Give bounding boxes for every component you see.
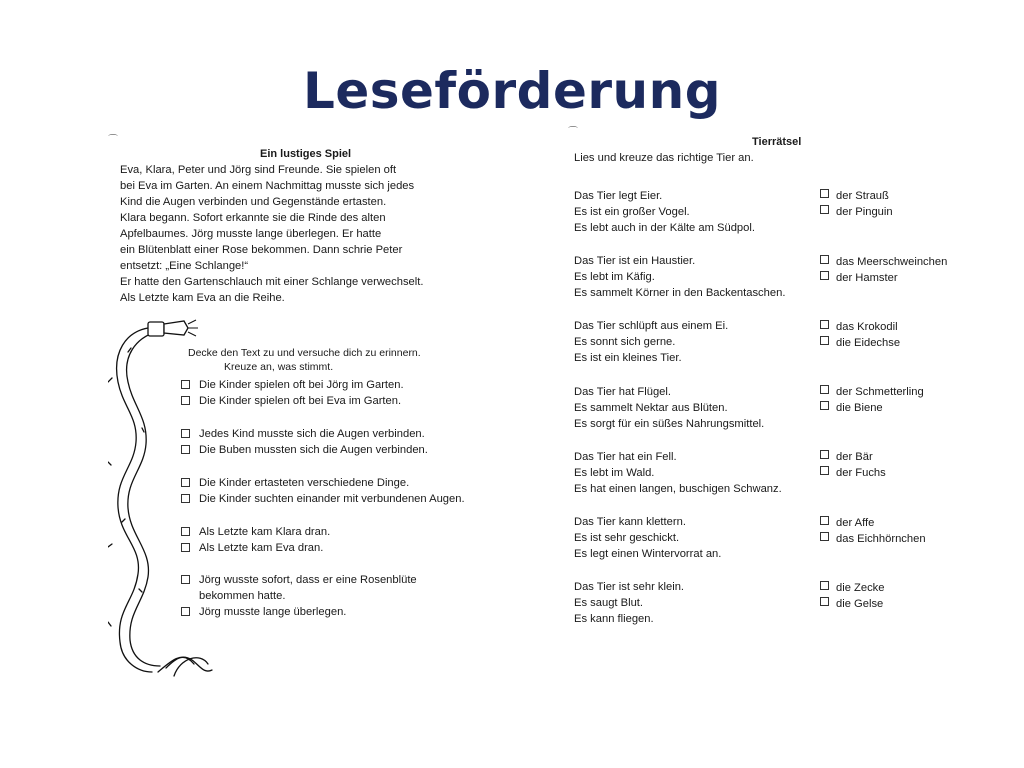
- riddle-clue: Das Tier ist sehr klein.: [574, 581, 685, 593]
- riddle-clue: Es hat einen langen, buschigen Schwanz.: [574, 483, 782, 495]
- animal-option: die Eidechse: [836, 337, 901, 349]
- answer-checkbox[interactable]: [820, 271, 829, 280]
- riddle-clue: Das Tier schlüpft aus einem Ei.: [574, 320, 729, 332]
- story-line: bei Eva im Garten. An einem Nachmittag musste sich jedes: [120, 180, 415, 192]
- animal-option: das Krokodil: [836, 321, 898, 333]
- riddle-clue: Es lebt im Wald.: [574, 467, 655, 479]
- story-line: Als Letzte kam Eva an die Reihe.: [120, 292, 285, 304]
- answer-checkbox[interactable]: [820, 189, 829, 198]
- instruction-line: Kreuze an, was stimmt.: [224, 361, 334, 373]
- worksheet-title: Ein lustiges Spiel: [260, 148, 352, 160]
- statement-line: Die Kinder ertasteten verschiedene Dinge.: [199, 477, 410, 489]
- answer-checkbox[interactable]: [820, 255, 829, 264]
- answer-checkbox[interactable]: [820, 320, 829, 329]
- answer-checkbox[interactable]: [820, 532, 829, 541]
- animal-option: das Eichhörnchen: [836, 533, 926, 545]
- animal-option: die Zecke: [836, 582, 885, 594]
- riddle-clue: Es saugt Blut.: [574, 597, 644, 609]
- riddle-clue: Es sammelt Nektar aus Blüten.: [574, 402, 728, 414]
- riddle-clue: Es kann fliegen.: [574, 613, 654, 625]
- answer-checkbox[interactable]: [820, 466, 829, 475]
- animal-option: die Gelse: [836, 598, 884, 610]
- worksheet-ein-lustiges-spiel: [108, 132, 488, 677]
- answer-checkbox[interactable]: [820, 450, 829, 459]
- riddle-clue: Es sammelt Körner in den Backentaschen.: [574, 287, 786, 299]
- answer-checkbox[interactable]: [820, 205, 829, 214]
- statement-line: bekommen hatte.: [199, 590, 286, 602]
- statement-line: Die Kinder spielen oft bei Eva im Garten.: [199, 395, 402, 407]
- story-line: Er hatte den Gartenschlauch mit einer Schlange verwechselt.: [120, 276, 424, 288]
- statement-line: Jörg musste lange überlegen.: [199, 606, 347, 618]
- answer-checkbox[interactable]: [820, 385, 829, 394]
- answer-checkbox[interactable]: [820, 401, 829, 410]
- garden-hose-illustration: [108, 312, 213, 677]
- animal-option: der Affe: [836, 517, 875, 529]
- statement-line: Die Kinder suchten einander mit verbundenen Augen.: [199, 493, 465, 505]
- scan-mark: ⌒: [108, 135, 118, 146]
- statement-line: Jörg wusste sofort, dass er eine Rosenblüte: [199, 574, 417, 586]
- statement-line: Als Letzte kam Eva dran.: [199, 542, 324, 554]
- animal-option: der Bär: [836, 451, 873, 463]
- riddle-clue: Es ist sehr geschickt.: [574, 532, 680, 544]
- riddle-clue: Das Tier legt Eier.: [574, 190, 663, 202]
- answer-checkbox[interactable]: [820, 597, 829, 606]
- answer-checkbox[interactable]: [820, 336, 829, 345]
- slide-title: Leseförderung: [302, 62, 722, 120]
- riddle-clue: Das Tier hat Flügel.: [574, 386, 671, 398]
- animal-option: der Strauß: [836, 190, 889, 202]
- story-line: Eva, Klara, Peter und Jörg sind Freunde. Sie spielen oft: [120, 164, 397, 176]
- instruction-line: Lies und kreuze das richtige Tier an.: [574, 152, 754, 164]
- animal-option: der Schmetterling: [836, 386, 924, 398]
- riddle-clue: Das Tier kann klettern.: [574, 516, 686, 528]
- statement-line: Die Buben mussten sich die Augen verbinden.: [199, 444, 428, 456]
- animal-option: der Hamster: [836, 272, 898, 284]
- animal-option: der Pinguin: [836, 206, 893, 218]
- riddle-clue: Es legt einen Wintervorrat an.: [574, 548, 722, 560]
- riddle-clue: Es ist ein kleines Tier.: [574, 352, 682, 364]
- riddle-clue: Es lebt auch in der Kälte am Südpol.: [574, 222, 755, 234]
- story-line: entsetzt: „Eine Schlange!“: [120, 260, 249, 272]
- riddle-clue: Das Tier hat ein Fell.: [574, 451, 677, 463]
- riddle-clue: Das Tier ist ein Haustier.: [574, 255, 696, 267]
- riddle-clue: Es sonnt sich gerne.: [574, 336, 676, 348]
- story-line: Apfelbaumes. Jörg musste lange überlegen. Er hatte: [120, 228, 382, 240]
- scan-mark: ⌒: [568, 127, 578, 138]
- worksheet-title: Tierrätsel: [752, 136, 802, 148]
- statement-line: Als Letzte kam Klara dran.: [199, 526, 331, 538]
- story-line: Kind die Augen verbinden und Gegenstände ertasten.: [120, 196, 387, 208]
- story-line: Klara begann. Sofort erkannte sie die Rinde des alten: [120, 212, 386, 224]
- statement-line: Die Kinder spielen oft bei Jörg im Garten.: [199, 379, 404, 391]
- worksheet-tierraetsel: [568, 128, 968, 648]
- statement-line: Jedes Kind musste sich die Augen verbinden.: [199, 428, 425, 440]
- riddle-clue: Es ist ein großer Vogel.: [574, 206, 690, 218]
- answer-checkbox[interactable]: [820, 516, 829, 525]
- animal-option: der Fuchs: [836, 467, 886, 479]
- story-line: ein Blütenblatt einer Rose bekommen. Dann schrie Peter: [120, 244, 403, 256]
- riddle-clue: Es sorgt für ein süßes Nahrungsmittel.: [574, 418, 765, 430]
- animal-option: die Biene: [836, 402, 883, 414]
- animal-option: das Meerschweinchen: [836, 256, 948, 268]
- instruction-line: Decke den Text zu und versuche dich zu erinnern.: [188, 347, 421, 359]
- riddle-clue: Es lebt im Käfig.: [574, 271, 655, 283]
- answer-checkbox[interactable]: [820, 581, 829, 590]
